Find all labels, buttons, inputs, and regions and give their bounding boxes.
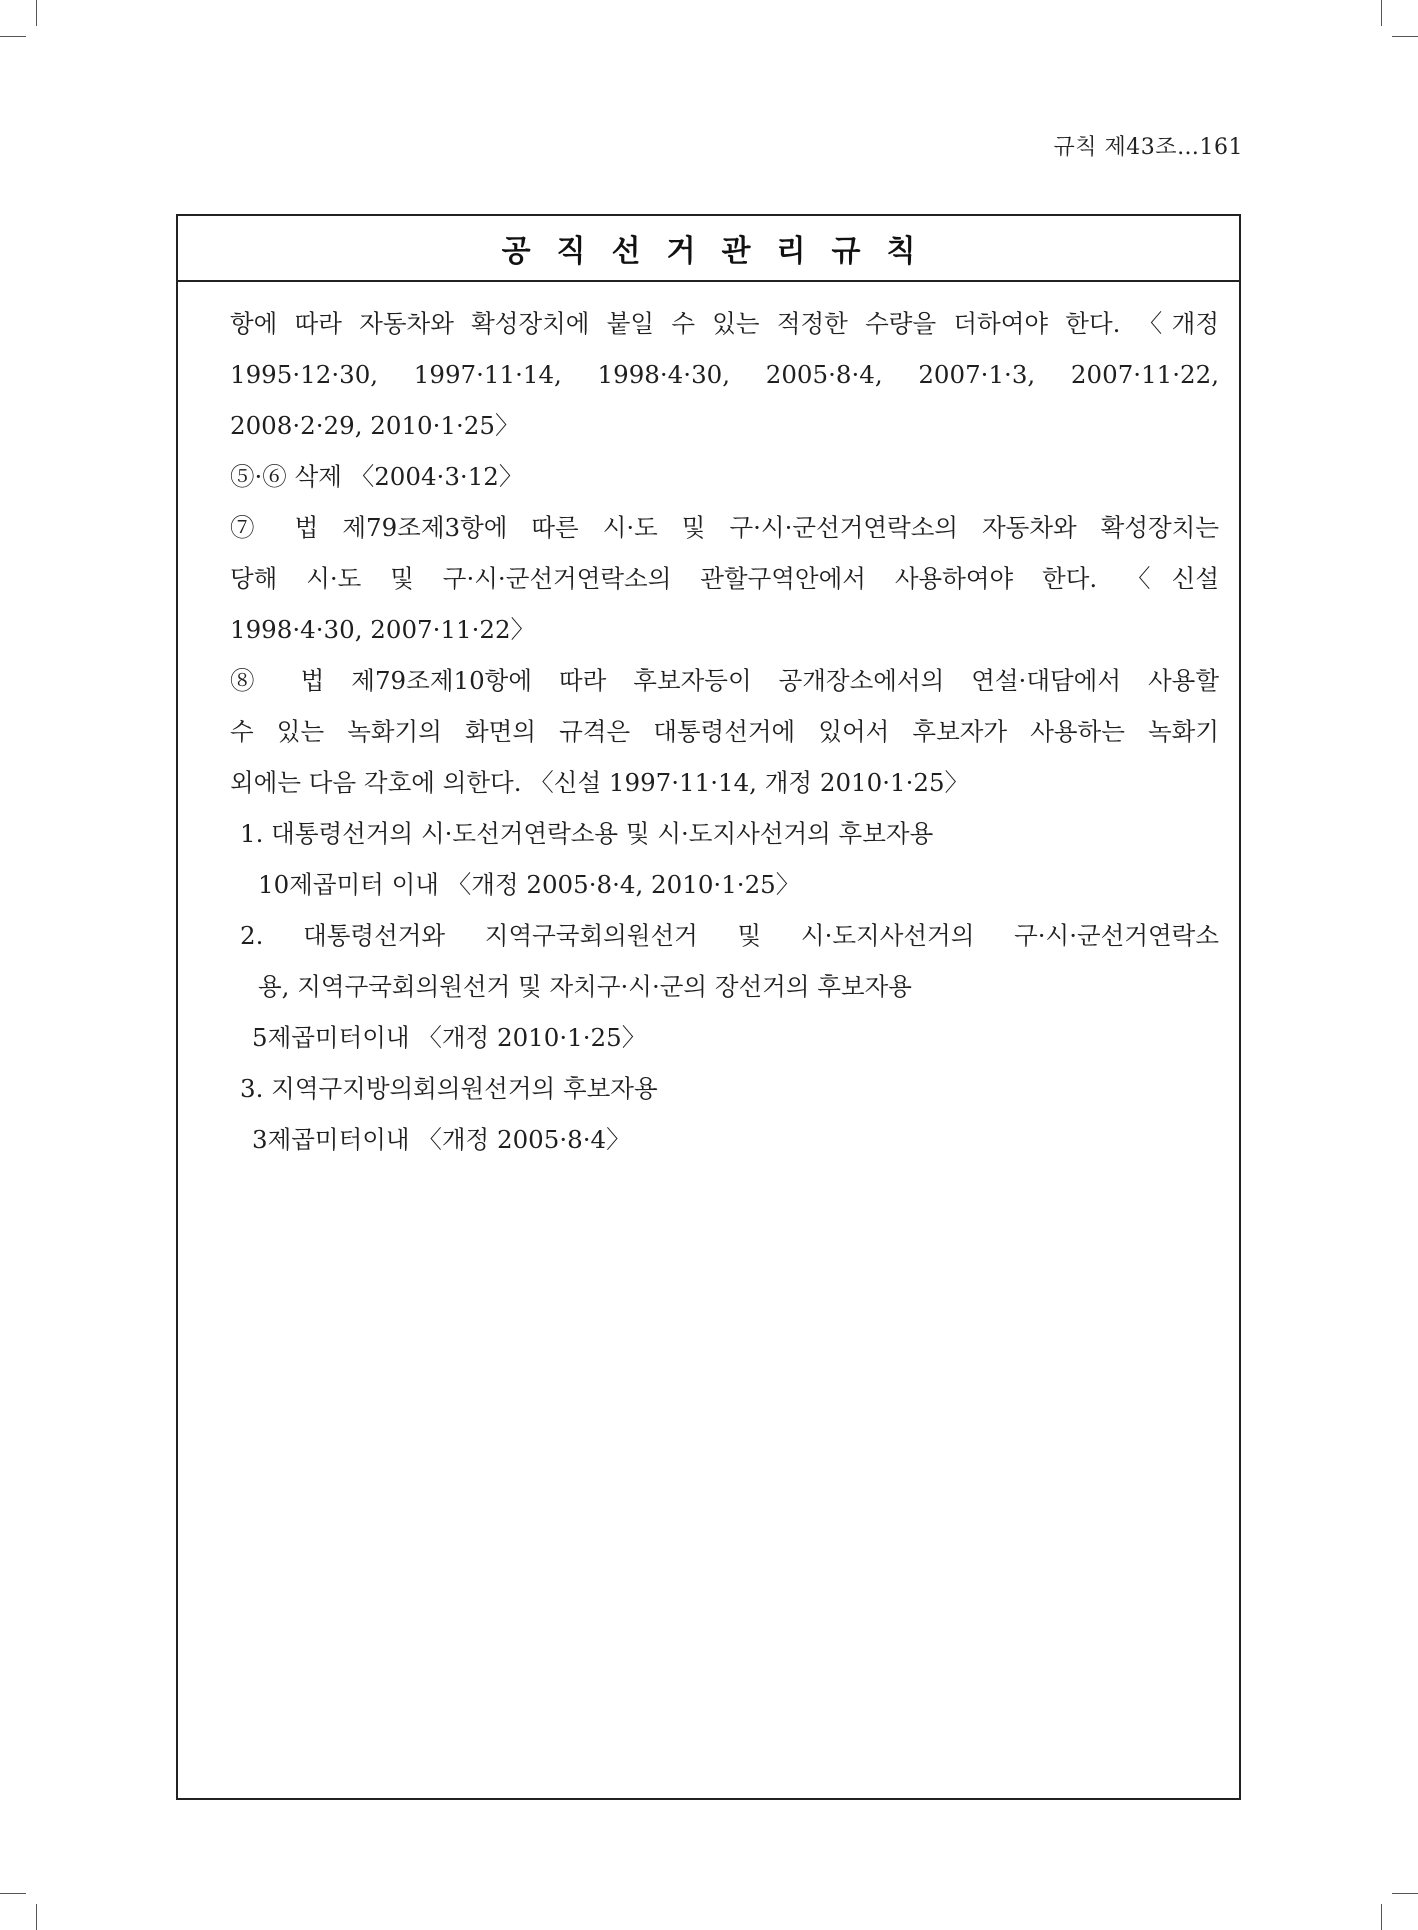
text-line: 수 있는 녹화기의 화면의 규격은 대통령선거에 있어서 후보자가 사용하는 녹화기 bbox=[230, 717, 1219, 746]
list-item: 1. 대통령선거의 시·도선거연락소용 및 시·도지사선거의 후보자용 bbox=[240, 819, 934, 848]
text-line: 1995·12·30, 1997·11·14, 1998·4·30, 2005·8·4, 2007·1·3, 2007·11·22, bbox=[230, 360, 1219, 389]
regulation-text bbox=[178, 282, 1239, 1165]
text-line: ⑦ 법 제79조제3항에 따른 시·도 및 구·시·군선거연락소의 자동차와 확성장치는 bbox=[230, 513, 1219, 542]
crop-mark bbox=[1381, 1904, 1382, 1930]
regulation-frame bbox=[176, 214, 1241, 1800]
crop-mark bbox=[1392, 1893, 1418, 1894]
crop-mark bbox=[1392, 36, 1418, 37]
text-line: 1998·4·30, 2007·11·22〉 bbox=[230, 615, 536, 644]
text-line: 당해 시·도 및 구·시·군선거연락소의 관할구역안에서 사용하여야 한다. 〈신설 bbox=[230, 564, 1219, 593]
text-line: 외에는 다음 각호에 의한다. 〈신설 1997·11·14, 개정 2010·1·25〉 bbox=[230, 768, 970, 797]
text-line: 항에 따라 자동차와 확성장치에 붙일 수 있는 적정한 수량을 더하여야 한다. 〈개정 bbox=[230, 309, 1219, 338]
list-item-detail: 3제곱미터이내 〈개정 2005·8·4〉 bbox=[252, 1125, 631, 1154]
crop-mark bbox=[0, 36, 26, 37]
text-line: ⑤·⑥ 삭제 〈2004·3·12〉 bbox=[230, 462, 524, 491]
running-head: 규칙 제43조…161 bbox=[1053, 135, 1243, 160]
list-item-detail: 10제곱미터 이내 〈개정 2005·8·4, 2010·1·25〉 bbox=[258, 870, 801, 899]
text-line: 2008·2·29, 2010·1·25〉 bbox=[230, 411, 520, 440]
text-line: ⑧ 법 제79조제10항에 따라 후보자등이 공개장소에서의 연설·대담에서 사용할 bbox=[230, 666, 1219, 695]
crop-mark bbox=[0, 1893, 26, 1894]
list-item-detail: 용, 지역구국회의원선거 및 자치구·시·군의 장선거의 후보자용 bbox=[258, 972, 912, 1001]
list-item: 3. 지역구지방의회의원선거의 후보자용 bbox=[240, 1074, 658, 1103]
crop-mark bbox=[1381, 0, 1382, 26]
list-item-detail: 5제곱미터이내 〈개정 2010·1·25〉 bbox=[252, 1023, 647, 1052]
crop-mark bbox=[36, 1904, 37, 1930]
frame-title: 공직선거관리규칙 bbox=[178, 216, 1239, 282]
crop-mark bbox=[36, 0, 37, 26]
list-item: 2. 대통령선거와 지역구국회의원선거 및 시·도지사선거의 구·시·군선거연락소 bbox=[240, 921, 1219, 950]
